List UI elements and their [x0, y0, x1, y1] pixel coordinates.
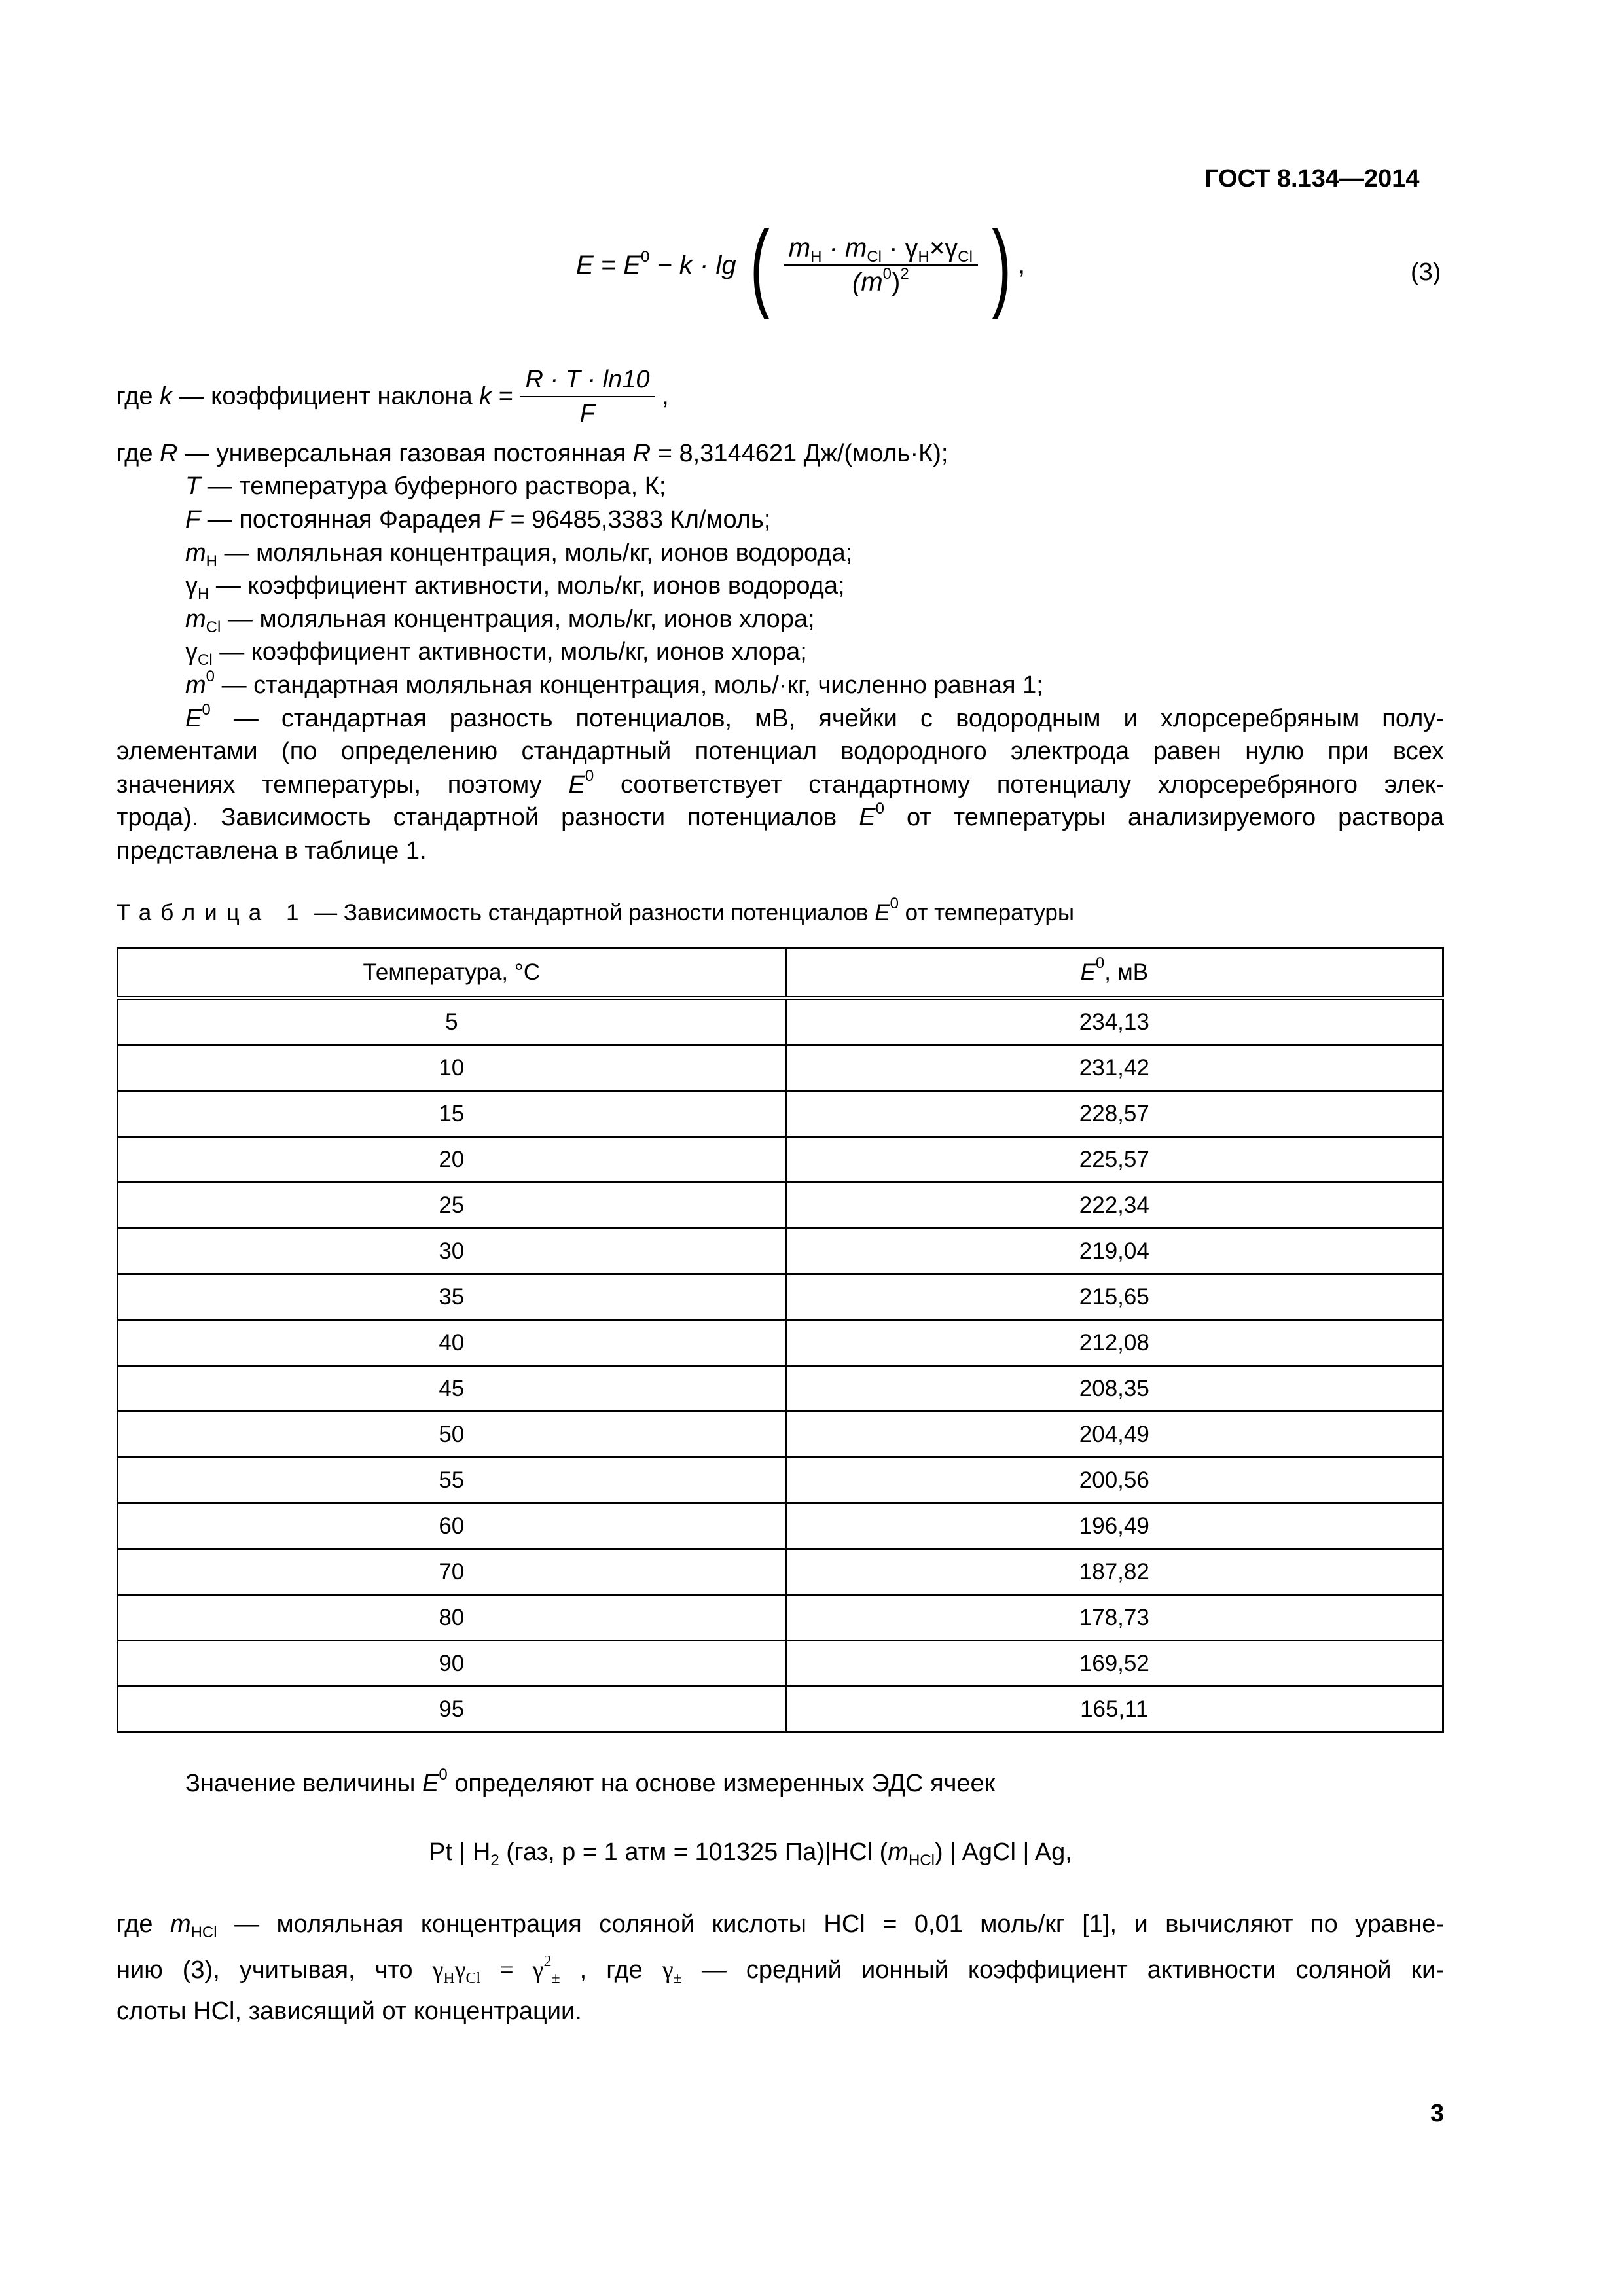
temperature-cell: 55 [118, 1458, 786, 1503]
k-denominator: F [579, 400, 596, 427]
e0-value-cell: 228,57 [785, 1091, 1443, 1137]
eq-denominator: $(m^0)^2$ [852, 265, 909, 296]
table-row [118, 1458, 1443, 1503]
eq-lhs: E = E [576, 250, 641, 279]
e0-value-cell: 231,42 [785, 1045, 1443, 1091]
e0-value-cell: 219,04 [785, 1229, 1443, 1274]
col-e0-header: $E^0$, мВ [785, 948, 1443, 999]
eq-numerator: $m_H \cdot m_{Cl} \cdot \gamma_H\times\gamma_{Cl}$ [784, 232, 978, 266]
table-row [118, 1641, 1443, 1687]
table-row [118, 1366, 1443, 1412]
temperature-cell: 25 [118, 1183, 786, 1229]
temperature-cell: 95 [118, 1687, 786, 1732]
eq-lhs-sup: 0 [640, 247, 650, 266]
equation-number: (3) [1411, 259, 1441, 286]
def-gammaH: $\gamma_H$ — коэффициент активности, моль/кг, ионов водорода; [185, 572, 845, 603]
def-m0: $m^0$ — стандартная моляльная концентрация, моль/·кг, численно равная 1; [185, 668, 1043, 699]
e0-value-cell: 178,73 [785, 1595, 1443, 1641]
e0-value-cell: 169,52 [785, 1641, 1443, 1687]
e0-value-cell: 222,34 [785, 1183, 1443, 1229]
table-row [118, 1274, 1443, 1320]
temperature-cell: 80 [118, 1595, 786, 1641]
e0-value-cell: 208,35 [785, 1366, 1443, 1412]
document-code: ГОСТ 8.134—2014 [1204, 165, 1420, 192]
e0-value-cell: 200,56 [785, 1458, 1443, 1503]
temperature-cell: 45 [118, 1366, 786, 1412]
page-number: 3 [1430, 2100, 1445, 2127]
temperature-cell: 40 [118, 1320, 786, 1366]
table-row [118, 1229, 1443, 1274]
def-gammaCl: $\gamma_{Cl}$ — коэффициент активности, моль/кг, ионов хлора; [185, 638, 807, 669]
eq-close-paren: ) [992, 210, 1012, 320]
temperature-cell: 15 [118, 1091, 786, 1137]
e0-value-cell: 212,08 [785, 1320, 1443, 1366]
table-header-row [118, 948, 1443, 999]
k-numerator: R · T · ln10 [520, 363, 655, 397]
table-1 [117, 947, 1444, 1733]
temperature-cell: 30 [118, 1229, 786, 1274]
def-E0-line1: $E^0$ — стандартная разность потенциалов, мВ, ячейки с водородным и хлорсеребряным полу- [185, 701, 1444, 732]
temperature-cell: 70 [118, 1549, 786, 1595]
table-row [118, 1137, 1443, 1183]
def-F: F — постоянная Фарадея F = 96485,3383 Кл/моль; [185, 506, 771, 533]
paragraph-mhcl-line3: слоты HCl, зависящий от концентрации. [117, 1998, 582, 2025]
equation-3 [576, 210, 1026, 320]
e0-value-cell: 196,49 [785, 1503, 1443, 1549]
table-row [118, 1183, 1443, 1229]
table-caption: Таблица 1 — Зависимость стандартной разности потенциалов $E^0$ от температуры [117, 895, 1075, 925]
table-row [118, 1687, 1443, 1732]
table-row [118, 1045, 1443, 1091]
paragraph-e0-determination: Значение величины $E^0$ определяют на основе измеренных ЭДС ячеек [185, 1766, 996, 1797]
k-fraction [520, 363, 655, 430]
col-temperature-header: Температура, °С [118, 948, 786, 999]
def-E0-line5: представлена в таблице 1. [117, 837, 427, 865]
table-row [118, 1595, 1443, 1641]
e0-value-cell: 204,49 [785, 1412, 1443, 1458]
eq-trailing-comma: , [1018, 250, 1026, 279]
table-row [118, 1320, 1443, 1366]
def-E0-line4: трода). Зависимость стандартной разности потенциалов $E^0$ от температуры анализируемого раствора [117, 800, 1444, 831]
temperature-cell: 20 [118, 1137, 786, 1183]
k-definition: где k — коэффициент наклона k = $\frac{R \cdot T \cdot \ln 10}{F}$ , [117, 363, 669, 430]
e0-value-cell: 187,82 [785, 1549, 1443, 1595]
temperature-cell: 10 [118, 1045, 786, 1091]
paragraph-mhcl-line2: нию (3), учитывая, что $\gamma_H\gamma_{Cl} = \gamma^2_\pm$ , где $\gamma_\pm$ — средний ионный коэффициент активности соляной ки- [117, 1953, 1444, 1987]
table-row [118, 998, 1443, 1045]
def-E0-line3: значениях температуры, поэтому $E^0$ соответствует стандартному потенциалу хлорсеребряного элек- [117, 767, 1444, 798]
temperature-cell: 5 [118, 998, 786, 1045]
eq-open-paren: ( [749, 210, 770, 320]
table-row [118, 1091, 1443, 1137]
def-E0-line2: элементами (по определению стандартный потенциал водородного электрода равен нулю при всех [117, 738, 1444, 765]
temperature-cell: 35 [118, 1274, 786, 1320]
cell-scheme: Pt | $H_2$ (газ, p = 1 атм = 101325 Па)|HCl $(m_{HCl})$ | AgCl | Ag, [429, 1839, 1072, 1869]
temperature-cell: 90 [118, 1641, 786, 1687]
e0-value-cell: 165,11 [785, 1687, 1443, 1732]
table-row [118, 1412, 1443, 1458]
temperature-cell: 60 [118, 1503, 786, 1549]
paragraph-mhcl-line1: где $m_{HCl}$ — моляльная концентрация соляной кислоты HCl = 0,01 моль/кг [1], и вычисляют по уравне- [117, 1910, 1444, 1941]
eq-fraction [784, 232, 978, 298]
temperature-cell: 50 [118, 1412, 786, 1458]
def-R: где R — универсальная газовая постоянная R = 8,3144621 Дж/(моль·К); [117, 440, 948, 467]
e0-value-cell: 225,57 [785, 1137, 1443, 1183]
def-T: T — температура буферного раствора, К; [185, 473, 666, 500]
def-mH: $m_H$ — моляльная концентрация, моль/кг, ионов водорода; [185, 539, 853, 570]
table-row [118, 1549, 1443, 1595]
e0-value-cell: 234,13 [785, 998, 1443, 1045]
e0-value-cell: 215,65 [785, 1274, 1443, 1320]
def-mCl: $m_{Cl}$ — моляльная концентрация, моль/кг, ионов хлора; [185, 605, 815, 636]
eq-k-lg: − k · lg [649, 250, 736, 279]
table-row [118, 1503, 1443, 1549]
